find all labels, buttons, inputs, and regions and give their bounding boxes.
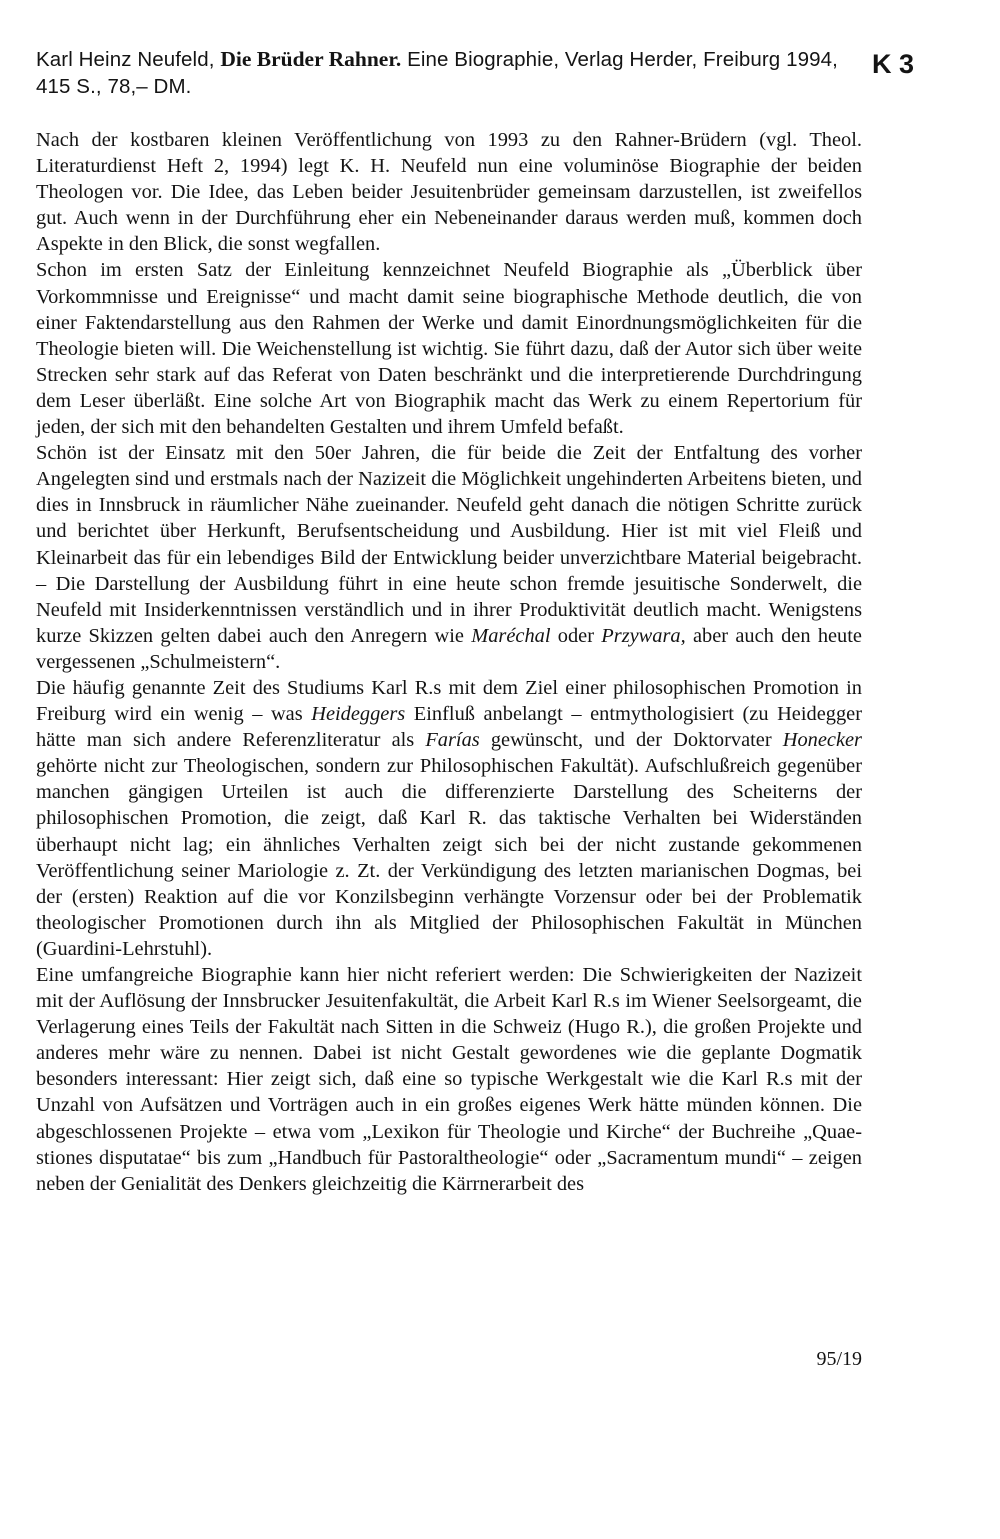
text-run: Eine umfangreiche Biographie kann hier nicht referiert werden: Die Schwierigkeiten der Nazizeit mit der Auflösung der Innsbrucker Jesuitenfakultät, die Arbeit Karl R.s im Wiener Seelsorgeamt, die Verlagerung eines Teils der Fakultät nach Sitten in die Schweiz (Hugo R.), die großen Projekte und anderes mehr wäre zu nennen. Dabei ist nicht Gestalt gewordenes wie die geplante Dogmatik besonders interessant: Hier zeigt sich, daß eine so typische Werkgestalt wie die Karl R.s mit der Unzahl von Aufsätzen und Vorträgen auch in ein großes eigenes Werk hätte münden können. Die abgeschlossenen Projekte – etwa vom „Lexikon für Theologie und Kirche“ der Buchreihe „Quaestiones disputatae“ bis zum „Handbuch für Pastoraltheologie“ oder „Sacramentum mundi“ – zeigen neben der Genialität des Denkers gleichzeitig die Kärrnerarbeit des <box>36 964 862 1195</box>
bibliographic-header <box>36 46 862 100</box>
text-run: Schon im ersten Satz der Einleitung kennzeichnet Neufeld Biographie als „Überblick über Vorkommnisse und Ereignisse“ und macht damit seine biographische Methode deutlich, die von einer Faktendarstellung aus den Rahmen der Werke und damit Einordnungsmöglichkeiten für die Theologie bieten will. Die Weichenstellung ist wichtig. Sie führt dazu, daß der Autor sich über weite Strecken sehr stark auf das Referat von Daten beschränkt und die interpretierende Durchdringung dem Leser überläßt. Eine solche Art von Biographik macht das Werk zu einem Repertorium für jeden, der sich mit den behandelten Gestalten und ihrem Umfeld befaßt. <box>36 259 862 439</box>
emphasized-name: Maréchal <box>471 624 551 647</box>
emphasized-name: Farías <box>425 729 480 752</box>
text-run: Schön ist der Einsatz mit den 50er Jahren, die für beide die Zeit der Entfaltung des vorher Angelegten sind und erstmals nach der Nazizeit die Möglichkeit ungehinderten Arbeitens bieten, und dies in Innsbruck in räumlicher Nähe zueinander. Neufeld geht danach die nötigen Schritte zurück und berichtet über Herkunft, Berufsentscheidung und Ausbildung. Hier ist mit viel Fleiß und Kleinarbeit das für ein lebendiges Bild der Entwicklung beider unverzichtbare Material beigebracht. – Die Darstellung der Ausbildung führt in eine heute schon fremde jesuitische Sonderwelt, die Neufeld mit Insiderkenntnissen verständlich und in ihrer Produktivität deutlich macht. Wenigstens kurze Skizzen gelten dabei auch den Anregern wie <box>36 442 862 647</box>
text-run: gehörte nicht zur Theologischen, sondern zur Philosophischen Fakultät). Aufschlußreich gegenüber manchen gängigen Urteilen ist auch die differenzierte Darstellung des Scheiterns der philosophischen Promotion, die zeigt, daß Karl R. das taktische Verhalten bei Widerständen überhaupt nicht lag; ein ähnliches Verhalten zeigt sich bei der nicht zustande gekommenen Veröffentlichung seiner Mariologie z. Zt. der Verkündigung des letzten marianischen Dogmas, bei der (ersten) Reaktion auf die vor Konzilsbeginn verhängte Vorzensur oder bei der Problematik theologischer Promotionen durch ihn als Mitglied der Philosophischen Fakultät in München (Guardini-Lehrstuhl). <box>36 755 862 960</box>
review-body <box>36 127 862 1197</box>
emphasized-name: Przywara, <box>601 624 686 647</box>
page-number: 95/19 <box>816 1348 862 1370</box>
text-run: Einfluß anbelangt – entmythologisiert (zu Heidegger hätte man sich andere Referenzliteratur als <box>36 703 863 752</box>
book-title: Die Brüder Rahner. <box>220 47 402 71</box>
paragraph <box>36 675 862 962</box>
section-label: K 3 <box>872 49 915 79</box>
paragraph <box>36 257 862 440</box>
emphasized-name: Honecker <box>782 729 862 752</box>
text-run: aber auch den heute vergessenen „Schulmeistern“. <box>36 624 862 673</box>
text-run: oder <box>550 624 602 647</box>
paragraph <box>36 127 862 257</box>
emphasized-name: Heideggers <box>311 703 406 726</box>
book-publication-details: Eine Biographie, Verlag Herder, Freiburg 1994, 415 S., 78,– DM. <box>36 48 838 98</box>
book-author: Karl Heinz Neufeld, <box>36 48 221 71</box>
paragraph <box>36 962 862 1197</box>
text-run: gewünscht, und der Doktorvater <box>479 729 783 752</box>
paragraph <box>36 440 862 675</box>
text-run: Die häufig genannte Zeit des Studiums Karl R.s mit dem Ziel einer philosophischen Promotion in Freiburg wird ein wenig – was <box>36 676 862 726</box>
text-run: Nach der kostbaren kleinen Veröffentlichung von 1993 zu den Rahner-Brüdern (vgl. Theol. Literaturdienst Heft 2, 1994) legt K. H. Neufeld nun eine voluminöse Biographie der beiden Theologen vor. Die Idee, das Leben beider Jesuitenbrüder gemeinsam darzustellen, ist zweifellos gut. Auch wenn in der Durchführung eher ein Nebeneinander daraus werden muß, kommen doch Aspekte in den Blick, die sonst wegfallen. <box>36 129 862 256</box>
